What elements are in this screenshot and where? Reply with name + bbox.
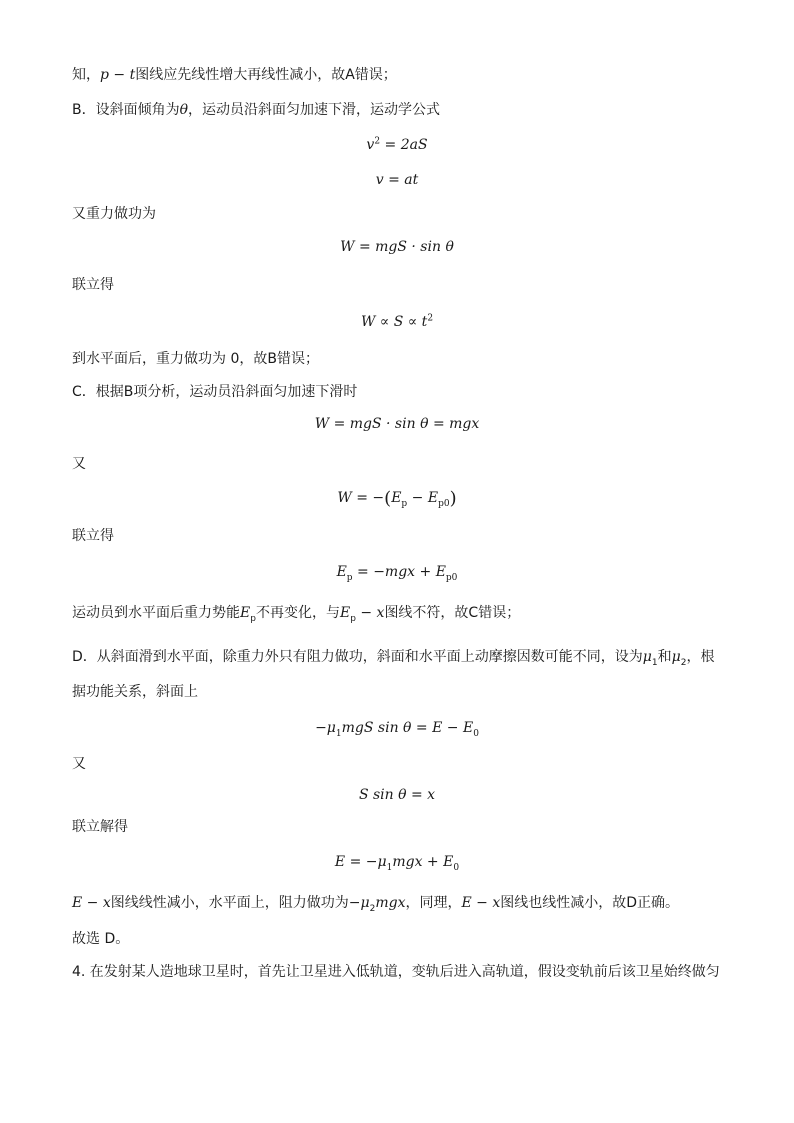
also-text-2: 又 (72, 756, 86, 772)
text: B．设斜面倾角为 (72, 102, 180, 118)
paragraph-c-intro: C．根据B项分析，运动员沿斜面匀加速下滑时 (72, 384, 358, 400)
text: 图线应先线性增大再线性减小，故A错误； (135, 67, 397, 83)
equation-ep: $E_p = -mgx + E_{p0}$ (336, 564, 458, 583)
equation-proportional: $W \propto S \propto t^2$ (360, 313, 434, 330)
paragraph-d-line1: D．从斜面滑到水平面，除重力外只有阻力做功，斜面和水平面上动摩擦因数可能不同，设为$\mu_1$和$\mu_2$，根 (72, 649, 715, 668)
equation-v2-2aS: $v^2 = 2aS$ (366, 136, 428, 153)
combine-text-1: 联立得 (72, 277, 114, 293)
after-horizontal-text: 到水平面后，重力做功为 0，故B错误； (72, 351, 319, 367)
theta-symbol: θ (179, 102, 189, 118)
equation-friction-energy: $-\mu_1mgS$ $\sin \theta = E - E_0$ (315, 720, 479, 739)
paragraph-a-conclusion (72, 66, 397, 84)
text: ，运动员沿斜面匀加速下滑，运动学公式 (188, 102, 441, 118)
paragraph-b-intro (72, 101, 440, 119)
formula-p-t: p − t (100, 67, 136, 83)
combine-text-2: 联立得 (72, 528, 114, 544)
paragraph-d-line2: 据功能关系，斜面上 (72, 684, 198, 700)
equation-v-at: v = at (375, 172, 419, 188)
equation-energy: $E = -\mu_1mgx + E_0$ (334, 854, 460, 873)
equation-work-ep: $W = -(E_p - E_{p0})$ (337, 488, 457, 509)
answer-text: 故选 D。 (72, 931, 130, 947)
also-text-1: 又 (72, 456, 86, 472)
combine-text-3: 联立解得 (72, 819, 128, 835)
paragraph-d-conclusion: E − x图线线性减小，水平面上，阻力做功为$-\mu_2mgx$，同理，E − x图线也线性减小，故D正确。 (72, 895, 679, 914)
equation-work: W = mgS · sin θ (340, 239, 454, 255)
gravity-work-text: 又重力做功为 (72, 206, 156, 222)
paragraph-c-conclusion: 运动员到水平面后重力势能$E_p$不再变化，与$E_p - x$图线不符，故C错误； (72, 605, 521, 624)
equation-s-sin: S sin θ = x (358, 787, 436, 803)
text: 知， (72, 67, 100, 83)
question-4-text: 4. 在发射某人造地球卫星时，首先让卫星进入低轨道，变轨后进入高轨道，假设变轨前后该卫星始终做匀 (72, 964, 720, 980)
equation-work-mgx: W = mgS · sin θ = mgx (314, 416, 480, 432)
